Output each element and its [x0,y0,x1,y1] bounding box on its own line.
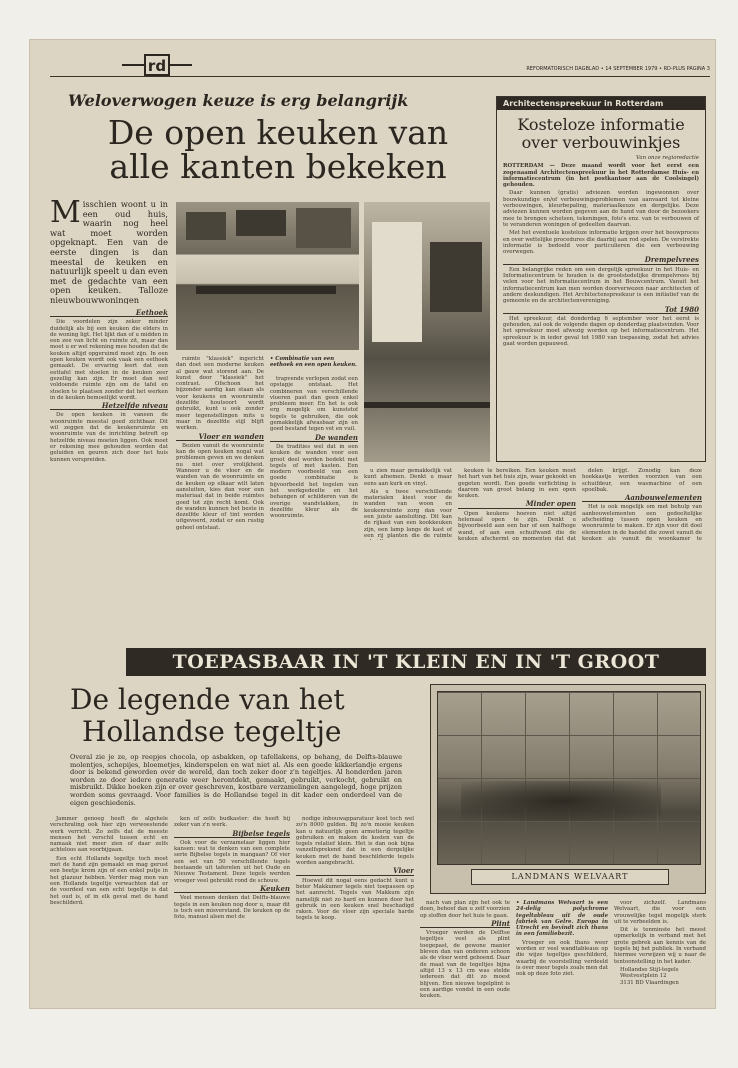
main-col5 [458,468,576,540]
s2-col2-subhead2: Keuken [174,886,290,893]
col5-subhead: Minder open [458,501,576,508]
address-city: 3131 BD Vlaardingen [620,979,679,986]
address-name: Hollandse Stijl-tegels [620,966,679,973]
sidebar-title-line1: Kosteloze informatie [517,115,685,134]
s2-col1-text2: Een echt Hollands tegeltje toch moet met de hand zijn gemaakt en mag gerust een beetje krom zijn of een enkel putje in het glazuur hebben. Verder mag men van een Hollands tegeltje verwachten dat er de voordeel van een echt tegeltje is dat het oud is, of in elk geval met de hand beschilderd. [50,855,168,906]
s2-col5-text: Vroeger en ook thans weer worden er veel wandtableaus op die wijze tegeltjes geschilderd, waarbij de voorstelling verdeeld is over meer tegels zoals men dat ook op deze foto ziet. [516,939,608,978]
main-col6 [582,468,702,540]
col2-text2: Bezien vanuit de woonruimte kan de open keuken nogal wat problemen geven en we denken nu niet over vrolijkheid. Wanneer u de vloer en de wanden van de woonruimte en de keuken op elkaar wilt laten aansluiten, kies dan voor een materiaal dat in beide ruimtes goed tot zijn recht komt. Ook de wanden kunnen het beste in dezelfde kleur of tint worden uitgevoerd, zodat er een rustig geheel ontstaat. [176,442,264,531]
col4-text-b: Als u twee verschillende materialen kiest voor de wanden van woon en keukenruimte zorg dan voor een juiste aansluiting. Dit kan de rijkast van een kookkeuken zijn, een lamp langs de kast of een rij planten die de ruimte [364,488,452,539]
kitchen-photo-1 [176,202,359,350]
s2-col2-subhead: Bijbelse tegels [174,831,290,838]
s2-col4-text: nach van plan zijn het ook te doen, behoef dan u zelf voorzien op sloffen door het huis te gaan. [420,900,510,919]
col6-text2: Het is ook mogelijk om met behulp van aanbouwelementen een gedeeltelijke afscheiding tussen open keuken en woonruimte te maken. Er zijn voor dit doel elementen in de handel die zowel vanuit de keuken als vanuit de woonkamer te [582,504,702,540]
section2-title-line2: Hollandse tegeltje [82,715,342,748]
main-title [68,113,488,186]
sidebar-text2: Een belangrijke reden om een dergelijk spreekuur in het Huis- en Informatiecentrum te houden is de grootstedelijke drempelvrees bij velen voor het informatiecentrum in het Bouwcentrum. Vanuit het informatiecentrum kan men worden doorverwezen naar architecten of andere deskundigen. Het Architectenspreekuur is een initiatief van de gemeente en de architectenvereniging. [503,266,699,305]
s2-col6-text: voor zichzelf. Landmans Welvaart, die voor een vrouwelijke tegel mogelijk sterk uit te verbeelden is. [614,900,706,925]
s2-col4-text2: Vroeger werden de Delftse tegeltjes veel als plint toegepast, de gewone manier bleven dan van onderen schoon als de vloer werd geboend. Daar de maat van de tegeltjes bijna altijd 13 x 13 cm was stelde iedereen dat dit zo moest blijven. Een nieuwe tegelplint is een aardige vondst in een oude keuken. [420,930,510,1000]
col1-subhead2: Hetzelfde niveau [50,403,168,410]
address-block [620,967,706,986]
section2-intro: Overal zie je ze, op reepjes chocola, op asbakken, op tafellakens, op behang, de Delfts-blauwe molentjes, schepijes, bloemetjes, kinderspelen en wat niet al. Als een goede kikkerlandje ergens door is bekend geworden over de wereld, dan toch zeker door z'n tegeltjes. Al honderden jaren worden ze door iedere generatie weer herontdekt, gemaakt, gebruikt, verkocht, gebruikt en misbruikt. Dikke boeken zijn er over geschreven, kostbare verzamelingen aangelegd, hoge prijzen worden soms gevraagd. Voor families is de Hollandse tegel in dit kader een onderdeel van de eigen geschiedenis. [70,754,402,807]
sidebar-box [496,96,706,462]
col1-text: Die voordelen zijn zeker minder duidelijk als bij een keuken die elders in de woning ligt. Het lijkt dan of u midden in een zee van licht en ruimte zit, maar dan moet u er wel rekening mee houden dat de keuken altijd opgeruimd moet zijn. In een open keuken wordt ook vaak een eethoek gemaakt. De ervaring leert dat een eettafel met stoelen in de keuken zeer gezellig kan zijn. Er moet dan wel voldoende ruimte zijn om de tafel en stoelen te plaatsen zonder dat het werken in de keuken bemoeilijkt wordt. [50,319,168,401]
col4-text: u zien maar gemakkelijk vat kunt afnemen. Denkt u maar eens aan kurk en vinyl. [364,468,452,487]
s2-col3-text: nodige inbouwapparatuur kost toch wel zo'n 8000 gulden. Bij zo'n mooie keuken kan u natuurlijk geen armetierig tegeltje gebruiken en maken de kosten van de tegels relatief klein. Het is dan ook bijna vanzelfsprekend dat in een dergelijke keuken met de hand beschilderde tegels worden aangebracht. [296,816,414,867]
col5-text: keuken te bereiken. Een keuken moet het hart van het huis zijn, waar gekookt en gegeten wordt. Een goede verlichting is daarom van groot belang in een open keuken. [458,468,576,500]
section2-col6 [614,900,706,1002]
newspaper-page [30,40,715,1008]
section2-title [70,684,430,748]
masthead-logo [122,54,192,76]
col3-subhead: De wanden [270,435,358,442]
s2-col3-text2: Hoewel dit nogal eens gedacht kunt u beter Makkumer tegels niet toepassen op het aanrecht. Tegels van Makkum zijn namelijk niet zo hard en kunnen door het gebruik in een keuken snel beschadigd raken. Voor de vloer zijn speciale harde tegels te koop. [296,877,414,922]
section2-col2 [174,816,290,1002]
col6-text: delen krijgt. Zonodig kan deze hoekkastje worden voorzien van een schuifdeur, een wasmachine of een spoelbak. [582,468,702,493]
col3-text: trapvende verlopen zodat een opstapje ontstaat. Het combineren van verschillende vloeren past dan geen enkel probleem meer. En het is ook erg mogelijk om kunststof tegels te gebruiken, die ook gemakkelijk afwasbaar zijn en goed bestand tegen vet en vuil. [270,376,358,433]
section2-col1 [50,816,168,1002]
sidebar-title [497,116,705,152]
header-line: REFORMATORISCH DAGBLAD • 14 SEPTEMBER 1979 • RD-PLUS PAGINA 3 [526,66,710,72]
s2-col1-text: Jammer genoeg heeft de algehele verschraling ook hier zijn verwoestende werk verricht. Zo zelfs dat de meeste mensen het verschil tussen echt en namaak niet meer zien of daar zelfs achteloos aan voorbijgaan. [50,816,168,854]
sidebar-text3: Het spreekuur, dat donderdag 6 september voor het eerst is gehouden, zal ook de volgende dagen op donderdag plaatsvinden. Voor het spreekuur moet afwezig worden op het informatiecentrum. Het spreekuur is in ieder geval tot 1980 van toepassing, zodat het advies gaat worden gepauwed. [503,315,699,348]
kitchen-photo-2 [364,202,490,462]
main-title-line2: alle kanten bekeken [109,147,447,186]
logo-text: rd [147,57,167,75]
sidebar-lead: ROTTERDAM — Deze maand wordt voor het eerst een zogenaamd Architectenspreekuur in het Rotterdamse Huis- en informatiecentrum (in het postkantoor aan de Coolsingel) gehouden. [503,163,699,189]
sidebar-banner: Architectenspreekuur in Rotterdam [497,97,705,110]
tile-tableau-label: LANDMANS WELVAART [471,869,669,885]
drop-cap: M [50,200,81,230]
main-kicker: Weloverwogen keuze is erg belangrijk [68,91,409,110]
col5-text2: Open keukens hoeven niet altijd helemaal open te zijn. Denkt u bijvoorbeeld aan een bar of een halfhoge wand, of aan een schuifwand die de keuken afschermt op momenten dat dat [458,510,576,540]
photo-caption-1: • Combinatie van een eethoek en een open keuken. [270,356,357,368]
sidebar-subhead1: Drempelvrees [503,257,699,264]
tile-tableau-photo [430,684,706,894]
main-intro [50,200,168,304]
col2-subhead: Vloer en wanden [176,434,264,441]
col6-subhead: Aanbouwelementen [582,495,702,502]
section2-col3 [296,816,414,1002]
col1-subhead: Eethoek [50,310,168,317]
s2-col4-subhead: Plint [420,921,510,928]
sidebar-subhead2: Tot 1980 [503,307,699,314]
sidebar-title-line2: over verbouwinkjes [521,133,681,152]
section2-title-line1: De legende van het [70,683,345,716]
s2-col2-text3: Veel mensen denken dat Delfts-blauwe tegels in een keuken nog door u, maar dit is toch een misverstand. De keuken op de foto, manuel alsen met de [174,895,290,921]
s2-photo-caption: • Landmans Welvaart is een 24-delig polychrome tegeltableau uit de oude fabriek van Gelre. Europa in Utrecht en bevindt zich thans in een familiebezit. [516,900,608,938]
main-col2 [176,356,264,540]
main-title-line1: De open keuken van [107,113,449,152]
sidebar-byline: Van onze regioredactie [636,155,699,161]
section2-col5 [516,900,608,1002]
intro-text: isschien woont u in een oud huis, waarin nog heel wat moet worden opgeknapt. Een van de eerste dingen is dan meestal de keuken en natuurlijk speelt u dan even met de gedachte van een open keuken. Talloze nieuwbouwwoningen [50,200,168,304]
s2-col3-subhead: Vloer [296,868,414,875]
main-col3 [270,376,358,540]
section2-col4 [420,900,510,1002]
sidebar-text1: Daar kunnen (gratis) adviezen worden ingewonnen over bouwkundige en/of verbouwingsproblemen van aanvaard tot kleine verbouwingen, kleurbepaling, materiaalkeuze en dergelijke. Deze adviezen kunnen worden gegeven aan de hand van door de bezoekers mee te brengen schetsen, tekeningen, foto's enz. van te verbouwen of te veranderen woningen of gedeelten daarvan. [503,190,699,228]
address-street: Westvestplein 12 [620,973,667,980]
col1-text2: De open keuken in vaneen de woonruimte meestal goed zichtbaar. Dit wil zeggen dat de keukenruimte en woonruimte van de inrichting betreft op hetzelfde niveau moeten liggen. Ook moet er rekening mee gehouden worden dat geluiden en geuren zich door het huis kunnen verspreiden. [50,412,168,463]
main-col4 [364,468,452,540]
s2-col2-text: ken of zelfs budkaster: die heeft bij zeker van z'n werk. [174,816,290,829]
col2-text: ruimte "klassiek" ingericht dan doet een moderne keuken al gauw wat storend aan. De kunst door "klassiek" het contrast. Ofschoon het bijzonder aardig kan staan als voor keukens en woonruimte dezelfde houtsoort wordt gebruikt, kunt u ook zonder meer tegenstellingen mits u maar in dezelfde stijl blijft werken. [176,356,264,432]
col3-text2: De tradities wel dat in een keuken de wanden voor een groot deel worden bedekt met tegels of met kasten. Een modern voorbeeld van een goede combinatie is bijvoorbeeld het tegelen van het werkgedeelte en het behangen of schilderen van de overige wandvlakken, in dezelfde kleur als de woonruimte. [270,443,358,520]
s2-col2-text2: Ook voor de verzamelaar liggen hier kansen: wat te denken van een complete serie Bijbelse tegels in mangaan? Of vier een set van 50 verschillende tegels bestaande uit taferelen uit het Oude en Nieuwe Testament. Deze tegels werden vroeger veel gebruikt rond de schouw. [174,839,290,884]
s2-col6-text2: Dit is tenminste het meest opmerkelijk in verband met het grote gebrek aan kennis van de tegels bij het publiek. In verband hiermee verwijzen wij u naar de tentoonstelling in het kader. [614,927,706,965]
sidebar-text1b: Met het eventuele kosteloze informatie krijgen over het bouwproces en over wettelijke procedures die daarbij aan rod spelen. De verstrekte informatie is bedoeld voor particulieren die een verbouwing overwegen. [503,230,699,256]
main-col1 [50,308,168,540]
section2-banner: TOEPASBAAR IN 'T KLEIN EN IN 'T GROOT [126,648,706,676]
